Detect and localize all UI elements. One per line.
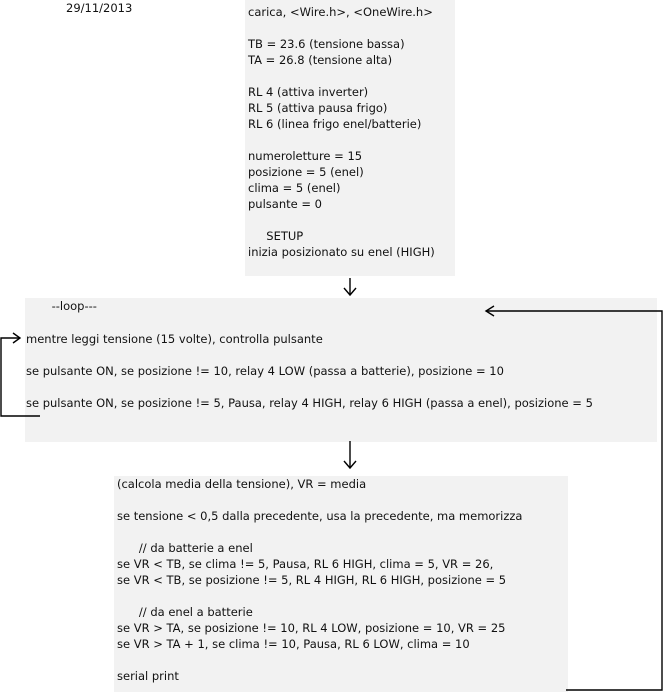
setup-line: RL 6 (linea frigo enel/batterie) xyxy=(248,117,422,131)
setup-line: posizione = 5 (enel) xyxy=(248,165,364,179)
loop-line: se pulsante ON, se posizione != 10, relay 4 LOW (passa a batterie), posizione = 10 xyxy=(26,364,504,378)
loop-line: mentre leggi tensione (15 volte), controlla pulsante xyxy=(26,332,323,346)
setup-line: numeroletture = 15 xyxy=(248,149,363,163)
setup-line: TA = 26.8 (tensione alta) xyxy=(248,53,393,67)
media-line: serial print xyxy=(117,669,179,683)
loop-line: se pulsante ON, se posizione != 5, Pausa, relay 4 HIGH, relay 6 HIGH (passa a enel), posizione = 5 xyxy=(26,396,593,410)
setup-heading: SETUP xyxy=(248,229,304,243)
media-line: se VR > TA, se posizione != 10, RL 4 LOW, posizione = 10, VR = 25 xyxy=(117,621,506,635)
setup-line: clima = 5 (enel) xyxy=(248,181,341,195)
setup-line: pulsante = 0 xyxy=(248,197,322,211)
setup-line: TB = 23.6 (tensione bassa) xyxy=(248,37,405,51)
media-line: se VR < TB, se clima != 5, Pausa, RL 6 HIGH, clima = 5, VR = 26, xyxy=(117,557,494,571)
setup-line: RL 5 (attiva pausa frigo) xyxy=(248,101,388,115)
loop-heading: --loop--- xyxy=(26,299,97,313)
media-comment: // da batterie a enel xyxy=(117,541,253,555)
media-line: se VR > TA + 1, se clima != 10, Pausa, RL 6 LOW, clima = 10 xyxy=(117,637,470,651)
inner-loop-line xyxy=(1,338,40,416)
media-comment: // da enel a batterie xyxy=(117,605,253,619)
setup-line: inizia posizionato su enel (HIGH) xyxy=(248,245,435,259)
setup-line: carica, <Wire.h>, <OneWire.h> xyxy=(248,5,433,19)
media-line: (calcola media della tensione), VR = media xyxy=(117,477,367,491)
date-label: 29/11/2013 xyxy=(66,1,133,15)
return-loop-line xyxy=(486,311,662,690)
media-line: se VR < TB, se posizione != 5, RL 4 HIGH, RL 6 HIGH, posizione = 5 xyxy=(117,573,507,587)
media-line: se tensione < 0,5 dalla precedente, usa la precedente, ma memorizza xyxy=(117,509,523,523)
setup-line: RL 4 (attiva inverter) xyxy=(248,85,369,99)
